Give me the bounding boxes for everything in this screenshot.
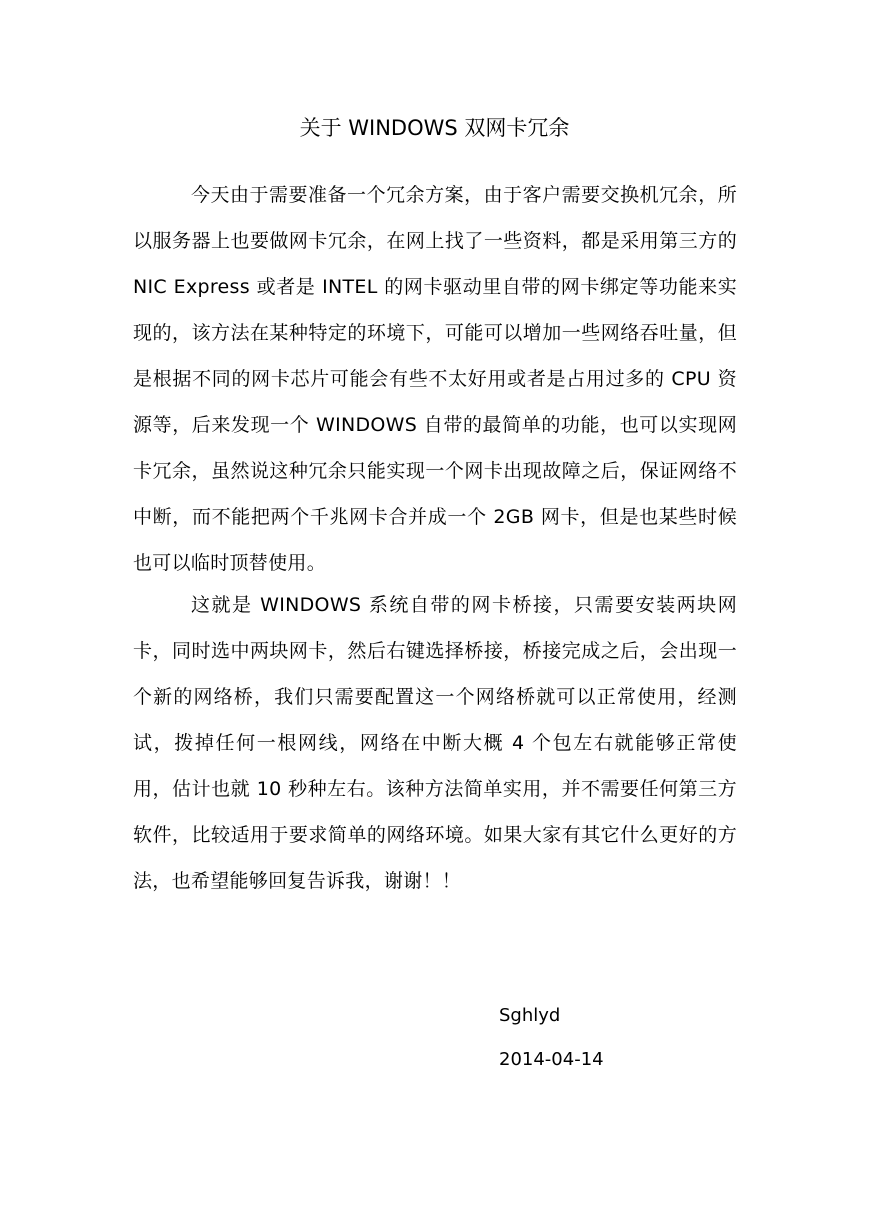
paragraph-1: 今天由于需要准备一个冗余方案，由于客户需要交换机冗余，所以服务器上也要做网卡冗余，在网上找了一些资料，都是采用第三方的 NIC Express 或者是 INTEL 的网卡驱动里自带的网卡绑定等功能来实现的，该方法在某种特定的环境下，可能可以增加一些网络吞吐量，但是根据不同的网卡芯片可能会有些不太好用或者是占用过多的 CPU 资源等，后来发现一个 WINDOWS 自带的最简单的功能，也可以实现网卡冗余，虽然说这种冗余只能实现一个网卡出现故障之后，保证网络不中断，而不能把两个千兆网卡合并成一个 2GB 网卡，但是也某些时候也可以临时顶替使用。 xyxy=(133,184,737,574)
paragraph-2: 这就是 WINDOWS 系统自带的网卡桥接，只需要安装两块网卡，同时选中两块网卡，然后右键选择桥接，桥接完成之后，会出现一个新的网络桥，我们只需要配置这一个网络桥就可以正常使用，经测试，拨掉任何一根网线，网络在中断大概 4 个包左右就能够正常使用，估计也就 10 秒种左右。该种方法简单实用，并不需要任何第三方软件，比较适用于要求简单的网络环境。如果大家有其它什么更好的方法，也希望能够回复告诉我，谢谢！！ xyxy=(133,594,737,892)
signature-author: Sghlyd xyxy=(499,1005,561,1026)
signature-date: 2014-04-14 xyxy=(499,1049,604,1070)
document-title: 关于 WINDOWS 双网卡冗余 xyxy=(299,116,570,140)
